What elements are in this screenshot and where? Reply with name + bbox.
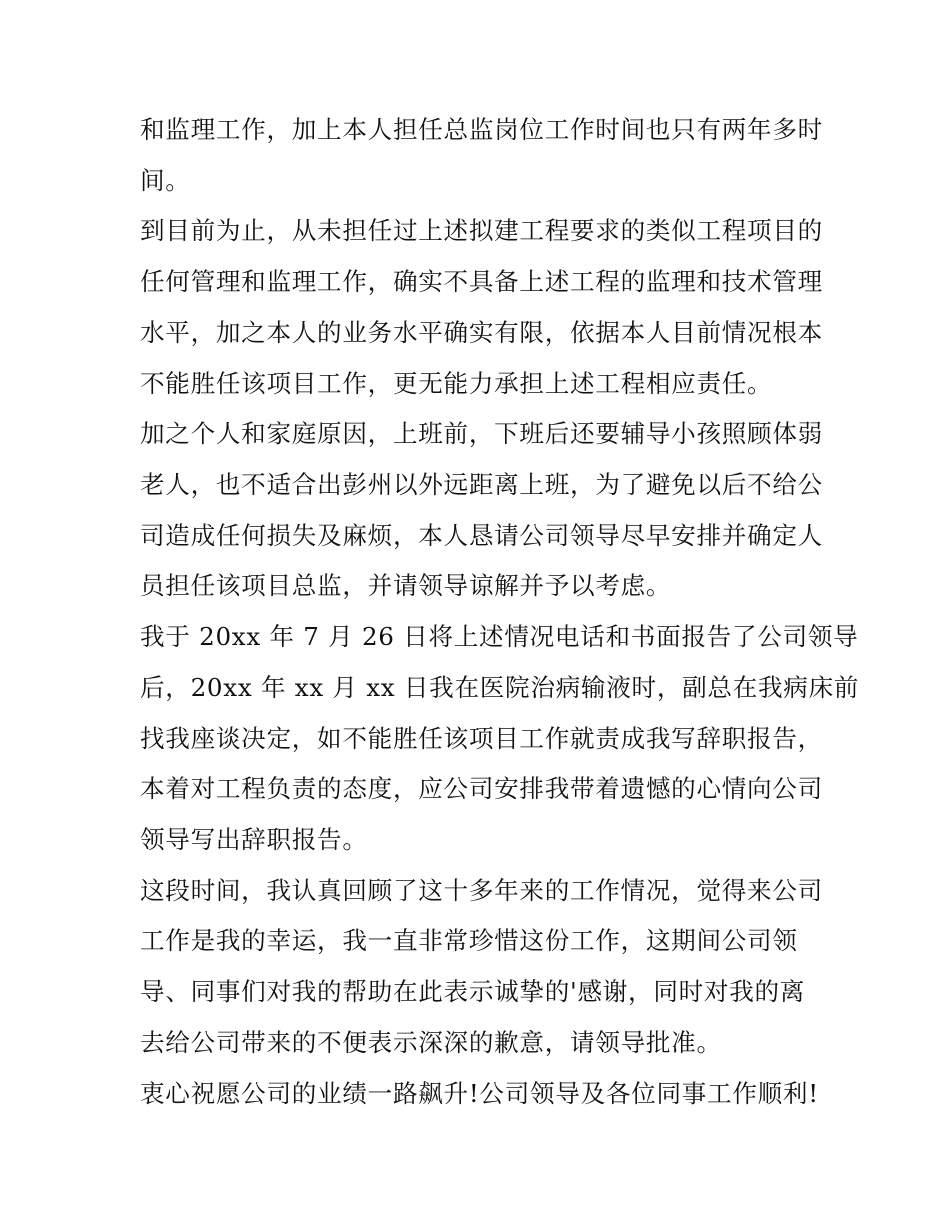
text-line: 我于 20xx 年 7 月 26 日将上述情况电话和书面报告了公司领导 [140,622,859,651]
text-line: 任何管理和监理工作，确实不具备上述工程的监理和技术管理 [140,267,823,296]
text-line: 导、同事们对我的帮助在此表示诚挚的'感谢，同时对我的离 [140,977,806,1006]
text-line: 这段时间，我认真回顾了这十多年来的工作情况，觉得来公司 [140,876,823,905]
text-line: 和监理工作，加上本人担任总监岗位工作时间也只有两年多时 [140,115,823,144]
text-line: 去给公司带来的不便表示深深的歉意，请领导批准。 [140,1028,722,1057]
text-line: 员担任该项目总监，并请领导谅解并予以考虑。 [140,571,672,600]
text-line: 领导写出辞职报告。 [140,825,368,854]
text-line: 不能胜任该项目工作，更无能力承担上述工程相应责任。 [140,369,773,398]
text-line: 工作是我的幸运，我一直非常珍惜这份工作，这期间公司领 [140,926,798,955]
text-line: 本着对工程负责的态度，应公司安排我带着遗憾的心情向公司 [140,774,823,803]
text-line: 老人，也不适合出彭州以外远距离上班，为了避免以后不给公 [140,470,823,499]
text-line: 衷心祝愿公司的业绩一路飙升!公司领导及各位同事工作顺利! [140,1079,819,1108]
text-line: 找我座谈决定，如不能胜任该项目工作就责成我写辞职报告， [140,724,823,753]
text-line: 水平，加之本人的业务水平确实有限，依据本人目前情况根本 [140,318,823,347]
text-line: 司造成任何损失及麻烦，本人恳请公司领导尽早安排并确定人 [140,521,823,550]
text-line: 到目前为止，从未担任过上述拟建工程要求的类似工程项目的 [140,216,823,245]
text-line: 间。 [140,166,191,195]
text-line: 加之个人和家庭原因，上班前，下班后还要辅导小孩照顾体弱 [140,419,823,448]
text-line: 后，20xx 年 xx 月 xx 日我在医院治病输液时，副总在我病床前 [140,673,860,702]
